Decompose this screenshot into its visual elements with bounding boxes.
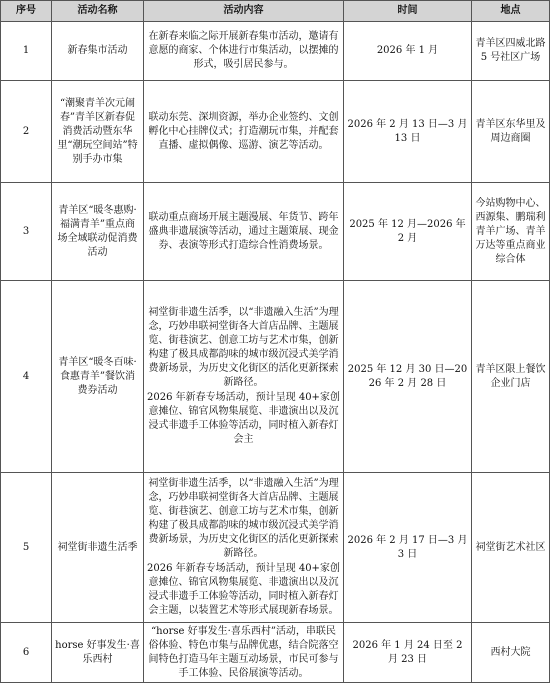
header-place: 地点 — [472, 1, 550, 22]
row-content-paragraph: 在新春来临之际开展新春集市活动，邀请有意愿的商家、个体进行市集活动，以摆摊的形式，吸引居民参与。 — [148, 31, 339, 70]
row-content — [144, 81, 344, 183]
row-name: 新春集市活动 — [52, 22, 144, 81]
header-name: 活动名称 — [52, 1, 144, 22]
row-no: 2 — [1, 81, 52, 183]
row-place: 青羊区东华里及周边商圈 — [472, 81, 550, 183]
row-time: 2026 年 1 月 24 日至 2 月 23 日 — [344, 623, 472, 683]
row-place: 今站购物中心、西源集、鹏瑞利青羊广场、青羊万达等重点商业综合体 — [472, 183, 550, 281]
table-row — [1, 22, 550, 81]
row-content — [144, 183, 344, 281]
header-no: 序号 — [1, 1, 52, 22]
row-content-paragraph: 联动东莞、深圳资源，举办企业签约、文创孵化中心挂牌仪式；打造潮玩市集，并配套直播、虚拟偶像、巡游、演艺等活动。 — [148, 111, 339, 151]
row-content-paragraph: 祠堂街非遗生活季，以“非遗融入生活”为理念，巧妙串联祠堂街各大首店品牌、主题展览、街巷演艺、创意工坊与艺术市集，创新构建了极具成都韵味的城市级沉浸式美学消费新场景，为历史文化街区的活化更新探索新路径。 — [148, 478, 339, 559]
row-content — [144, 623, 344, 683]
row-name: 祠堂街非遗生活季 — [52, 473, 144, 623]
table-row — [1, 183, 550, 281]
row-no: 5 — [1, 473, 52, 623]
row-content-paragraph: “horse 好事发生·喜乐西村”活动，串联民俗体验、特色市集与品牌优惠，结合院落空间特色打造马年主题互动场景，市民可参与手工体验、民俗展演等活动。 — [148, 625, 339, 679]
header-content: 活动内容 — [144, 1, 344, 22]
row-name: “潮聚青羊次元闹春”青羊区新春促消费活动暨东华里“潮玩空间站”特别手办市集 — [52, 81, 144, 183]
row-name: 青羊区“暖冬百味·食惠青羊”餐饮消费券活动 — [52, 281, 144, 473]
row-no: 1 — [1, 22, 52, 81]
row-content — [144, 22, 344, 81]
table-row — [1, 81, 550, 183]
header-time: 时间 — [344, 1, 472, 22]
row-no: 3 — [1, 183, 52, 281]
row-name: 青羊区“暖冬惠购·福满青羊”重点商场全域联动促消费活动 — [52, 183, 144, 281]
row-name: horse 好事发生·喜乐西村 — [52, 623, 144, 683]
row-place: 青羊区四威北路 5 号社区广场 — [472, 22, 550, 81]
row-content-paragraph: 2026 年新春专场活动，预计呈现 40+家创意摊位、锦官风物集展览、非遗演出以及沉浸式非遗手工体验等活动，同时植入新春灯会主题，以装置艺术等形式展现新春场景。 — [147, 563, 340, 616]
table-row — [1, 623, 550, 683]
row-content-paragraph: 联动重点商场开展主题漫展、年货节、跨年盛典非遗展演等活动，通过主题策展、现金券、表演等形式打造综合性消费场景。 — [148, 211, 339, 251]
table-row — [1, 473, 550, 623]
row-content — [144, 281, 344, 473]
row-content-paragraph: 2026 年新春专场活动，预计呈现 40+家创意摊位、锦官风物集展览、非遗演出以及沉浸式非遗手工体验等活动，同时植入新春灯会主 — [147, 392, 340, 445]
row-content-paragraph: 祠堂街非遗生活季，以“非遗融入生活”为理念，巧妙串联祠堂街各大首店品牌、主题展览、街巷演艺、创意工坊与艺术市集，创新构建了极具成都韵味的城市级沉浸式美学消费新场景，为历史文化街区的活化更新探索新路径。 — [148, 307, 339, 388]
row-place: 西村大院 — [472, 623, 550, 683]
row-no: 4 — [1, 281, 52, 473]
row-content — [144, 473, 344, 623]
table-header-row — [1, 1, 550, 22]
table-row — [1, 281, 550, 473]
row-time: 2025 年 12 月—2026 年 2 月 — [344, 183, 472, 281]
row-time: 2026 年 2 月 17 日—3 月 3 日 — [344, 473, 472, 623]
row-place: 青羊区限上餐饮企业门店 — [472, 281, 550, 473]
row-time: 2026 年 2 月 13 日—3 月 13 日 — [344, 81, 472, 183]
row-place: 祠堂街艺术社区 — [472, 473, 550, 623]
row-no: 6 — [1, 623, 52, 683]
row-time: 2026 年 1 月 — [344, 22, 472, 81]
row-time: 2025 年 12 月 30 日—2026 年 2 月 28 日 — [344, 281, 472, 473]
